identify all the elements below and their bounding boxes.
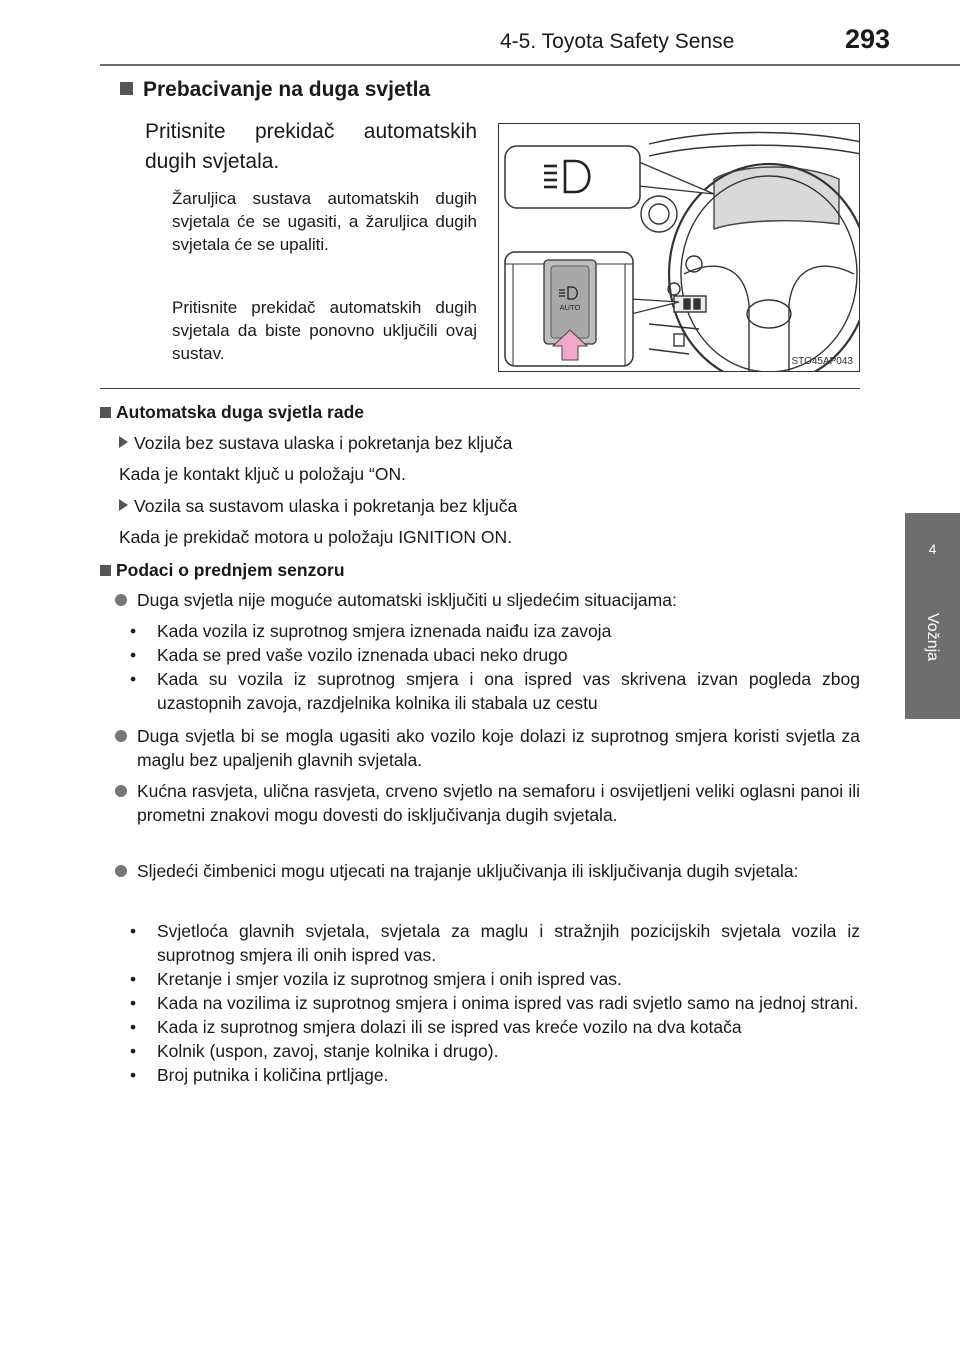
- operate-case1-text: Kada je kontakt ključ u položaju “ON.: [119, 464, 406, 484]
- list-item: • Kada se pred vaše vozilo iznenada ubaci neko drugo: [130, 643, 860, 667]
- operate-heading-text: Automatska duga svjetla rade: [116, 402, 364, 422]
- sensor-p1: [137, 588, 860, 612]
- list-item: • Svjetloća glavnih svjetala, svjetala za maglu i stražnjih pozicijskih svjetala vozila iz suprotnog smjera ili onih ispred vas.: [130, 919, 860, 967]
- round-bullet-icon: [115, 865, 127, 877]
- sensor-p4: [137, 859, 860, 883]
- section-title: 4-5. Toyota Safety Sense: [500, 30, 735, 53]
- operate-case2-text: Kada je prekidač motora u položaju IGNITION ON.: [119, 527, 512, 547]
- sensor-p2-text: Duga svjetla bi se mogla ugasiti ako vozilo koje dolazi iz suprotnog smjera koristi svjetla za maglu bez upaljenih glavnih svjetala.: [137, 726, 860, 770]
- sensor-heading-text: Podaci o prednjem senzoru: [116, 560, 345, 580]
- chapter-label: Vožnja: [924, 613, 941, 662]
- operate-case2-title-text: Vozila sa sustavom ulaska i pokretanja bez ključa: [134, 496, 518, 516]
- switching-heading: [120, 78, 430, 102]
- figure-label: STO45AP043: [791, 356, 853, 367]
- chapter-tab[interactable]: [905, 513, 960, 719]
- list-item: • Broj putnika i količina prtljage.: [130, 1063, 860, 1087]
- operate-case1-title-text: Vozila bez sustava ulaska i pokretanja bez ključa: [134, 433, 513, 453]
- list-item: • Kada na vozilima iz suprotnog smjera i onima ispred vas radi svjetlo samo na jednoj strani.: [130, 991, 860, 1015]
- switch-auto-text: AUTO: [559, 303, 581, 312]
- headlight-callout: [505, 146, 640, 208]
- sensor-p1-list: [130, 619, 860, 715]
- triangle-bullet-icon: [119, 436, 128, 448]
- page-number: 293: [845, 24, 891, 54]
- triangle-bullet-icon: [119, 499, 128, 511]
- switching-heading-text: Prebacivanje na duga svjetla: [143, 78, 431, 101]
- header-rule: [100, 64, 960, 66]
- round-bullet-icon: [115, 785, 127, 797]
- switching-result: Žaruljica sustava automatskih dugih svjetala će se ugasiti, a žaruljica dugih svjetala će se upaliti.: [172, 189, 477, 254]
- chapter-number: 4: [928, 541, 937, 557]
- sensor-p4-list: [130, 919, 860, 1087]
- list-item: • Kada vozila iz suprotnog smjera iznenada naiđu iza zavoja: [130, 619, 860, 643]
- list-item: • Kada iz suprotnog smjera dolazi ili se ispred vas kreće vozilo na dva kotača: [130, 1015, 860, 1039]
- operate-case2-title: [119, 494, 517, 518]
- sensor-heading: [100, 558, 345, 582]
- square-bullet-icon: [100, 407, 111, 418]
- switching-reenable: Pritisnite prekidač automatskih dugih svjetala da biste ponovno uključili ovaj sustav.: [172, 298, 477, 363]
- sensor-p1-text: Duga svjetla nije moguće automatski isključiti u sljedećim situacijama:: [137, 590, 677, 610]
- section-separator: [100, 388, 860, 389]
- list-item: • Kolnik (uspon, zavoj, stanje kolnika i drugo).: [130, 1039, 860, 1063]
- sensor-p3-text: Kućna rasvjeta, ulična rasvjeta, crveno svjetlo na semaforu i osvijetljeni veliki oglasni panoi ili prometni znakovi mogu dovesti do isključivanja dugih svjetala.: [137, 781, 860, 825]
- round-bullet-icon: [115, 730, 127, 742]
- square-bullet-icon: [100, 565, 111, 576]
- sensor-p3: [137, 779, 860, 827]
- sensor-p2: [137, 724, 860, 772]
- dashboard-illustration: [498, 123, 860, 372]
- operate-heading: [100, 400, 364, 424]
- round-bullet-icon: [115, 594, 127, 606]
- sensor-p4-text: Sljedeći čimbenici mogu utjecati na trajanje uključivanja ili isključivanja dugih svjetala:: [137, 861, 799, 881]
- list-item: • Kretanje i smjer vozila iz suprotnog smjera i onih ispred vas.: [130, 967, 860, 991]
- list-item: • Kada su vozila iz suprotnog smjera i ona ispred vas skrivena izvan pogleda zbog uzastopnih zavoja, razdjelnika kolnika ili stabala uz cestu: [130, 667, 860, 715]
- operate-case1-title: [119, 431, 512, 455]
- dashboard-svg: [499, 124, 860, 372]
- switching-instruction: Pritisnite prekidač automatskih dugih svjetala.: [145, 120, 477, 173]
- square-bullet-icon: [120, 82, 133, 95]
